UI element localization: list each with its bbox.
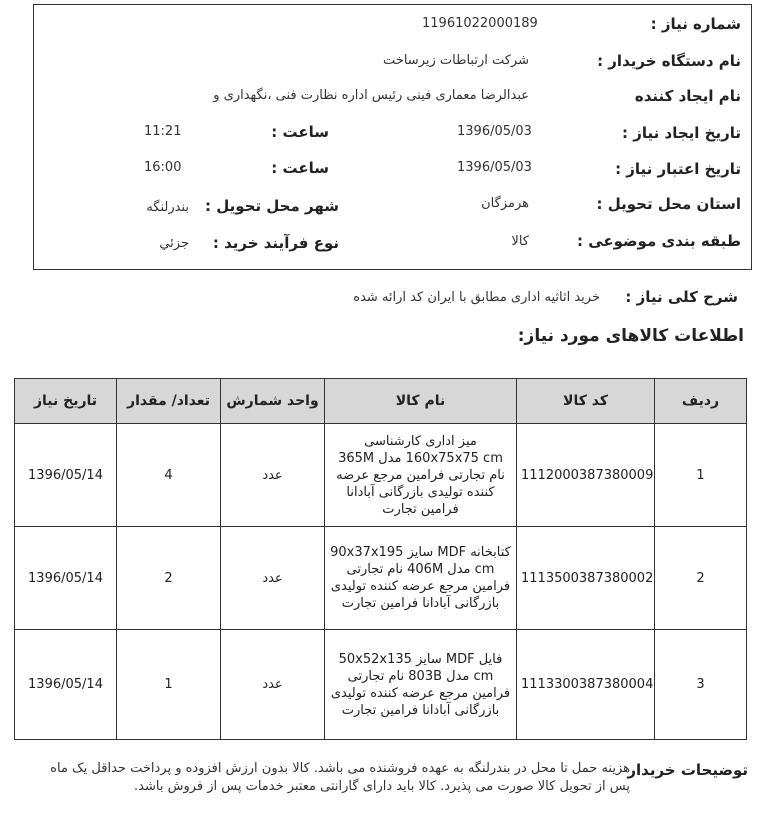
created-time-value: 11:21 <box>144 124 182 139</box>
buyer-org-value: شرکت ارتباطات زیرساخت <box>383 53 529 68</box>
col-header-qty: تعداد/ مقدار <box>117 379 221 424</box>
col-header-row-index: ردیف <box>655 379 747 424</box>
cell-qty: 4 <box>117 424 221 527</box>
table-row <box>15 630 747 740</box>
cell-qty: 2 <box>117 527 221 630</box>
process-value: جزئي <box>159 236 189 251</box>
cell-item-code: 1113300387380004 <box>517 630 655 740</box>
cell-unit: عدد <box>221 630 325 740</box>
cell-row-index: 3 <box>655 630 747 740</box>
province-value: هرمزگان <box>481 196 529 211</box>
table-row <box>15 527 747 630</box>
creator-value: عبدالرضا معماری فینی رئیس اداره نظارت فنی ،نگهداری و <box>213 88 529 103</box>
cell-item-name: فایل MDF سایز 50x52x135 cm مدل 803B نام تجارتی فرامین مرجع عرضه کننده تولیدی بازرگانی آبادانا فرامین تجارت <box>325 630 517 740</box>
items-section-title: اطلاعات کالاهای مورد نیاز: <box>517 326 744 346</box>
cell-item-code: 1113500387380002 <box>517 527 655 630</box>
process-label: نوع فرآیند خرید : <box>212 234 339 252</box>
buyer-notes-label: توضیحات خریدار <box>627 761 748 779</box>
cell-qty: 1 <box>117 630 221 740</box>
cell-need-date: 1396/05/14 <box>15 424 117 527</box>
created-time-label: ساعت : <box>271 123 329 141</box>
created-date-label: تاریخ ایجاد نیاز : <box>622 124 741 142</box>
cell-unit: عدد <box>221 424 325 527</box>
buyer-notes-text: هزینه حمل تا محل در بندرلنگه به عهده فروشنده می باشد. کالا بدون ارزش افزوده و پرداخت حداقل یک ماه پس از تحویل کالا صورت می پذیرد. کالا باید دارای گارانتی معتبر خدمات پس از فروش باشد. <box>50 761 630 794</box>
need-number-label: شماره نیاز : <box>650 15 741 33</box>
table-header-row <box>15 379 747 424</box>
col-header-need-date: تاریخ نیاز <box>15 379 117 424</box>
cell-need-date: 1396/05/14 <box>15 527 117 630</box>
need-number-value: 11961022000189 <box>422 16 538 31</box>
cell-item-code: 1112000387380009 <box>517 424 655 527</box>
summary-label: شرح کلی نیاز : <box>625 288 738 306</box>
buyer-org-label: نام دستگاه خریدار : <box>597 52 741 70</box>
category-label: طبقه بندی موضوعی : <box>577 232 741 250</box>
valid-date-label: تاریخ اعتبار نیاز : <box>615 160 741 178</box>
cell-row-index: 2 <box>655 527 747 630</box>
summary-text: خرید اثاثیه اداری مطابق با ایران کد ارائه شده <box>353 290 600 305</box>
cell-need-date: 1396/05/14 <box>15 630 117 740</box>
category-value: کالا <box>511 234 529 249</box>
cell-unit: عدد <box>221 527 325 630</box>
cell-row-index: 1 <box>655 424 747 527</box>
col-header-item-code: کد کالا <box>517 379 655 424</box>
request-info-box <box>33 4 752 270</box>
valid-date-value: 1396/05/03 <box>457 160 532 175</box>
province-label: استان محل تحویل : <box>596 195 741 213</box>
city-label: شهر محل تحویل : <box>204 197 339 215</box>
created-date-value: 1396/05/03 <box>457 124 532 139</box>
table-row <box>15 424 747 527</box>
valid-time-value: 16:00 <box>144 160 182 175</box>
creator-label: نام ایجاد کننده <box>634 87 741 105</box>
items-table <box>14 378 747 740</box>
cell-item-name: میز اداری کارشناسی 160x75x75 cm مدل 365M نام تجارتی فرامین مرجع عرضه کننده تولیدی بازرگانی آبادانا فرامین تجارت <box>325 424 517 527</box>
col-header-item-name: نام کالا <box>325 379 517 424</box>
city-value: بندرلنگه <box>146 200 189 215</box>
valid-time-label: ساعت : <box>271 159 329 177</box>
col-header-unit: واحد شمارش <box>221 379 325 424</box>
cell-item-name: کتابخانه MDF سایز 90x37x195 cm مدل 406M نام تجارتی فرامین مرجع عرضه کننده تولیدی بازرگانی آبادانا فرامین تجارت <box>325 527 517 630</box>
